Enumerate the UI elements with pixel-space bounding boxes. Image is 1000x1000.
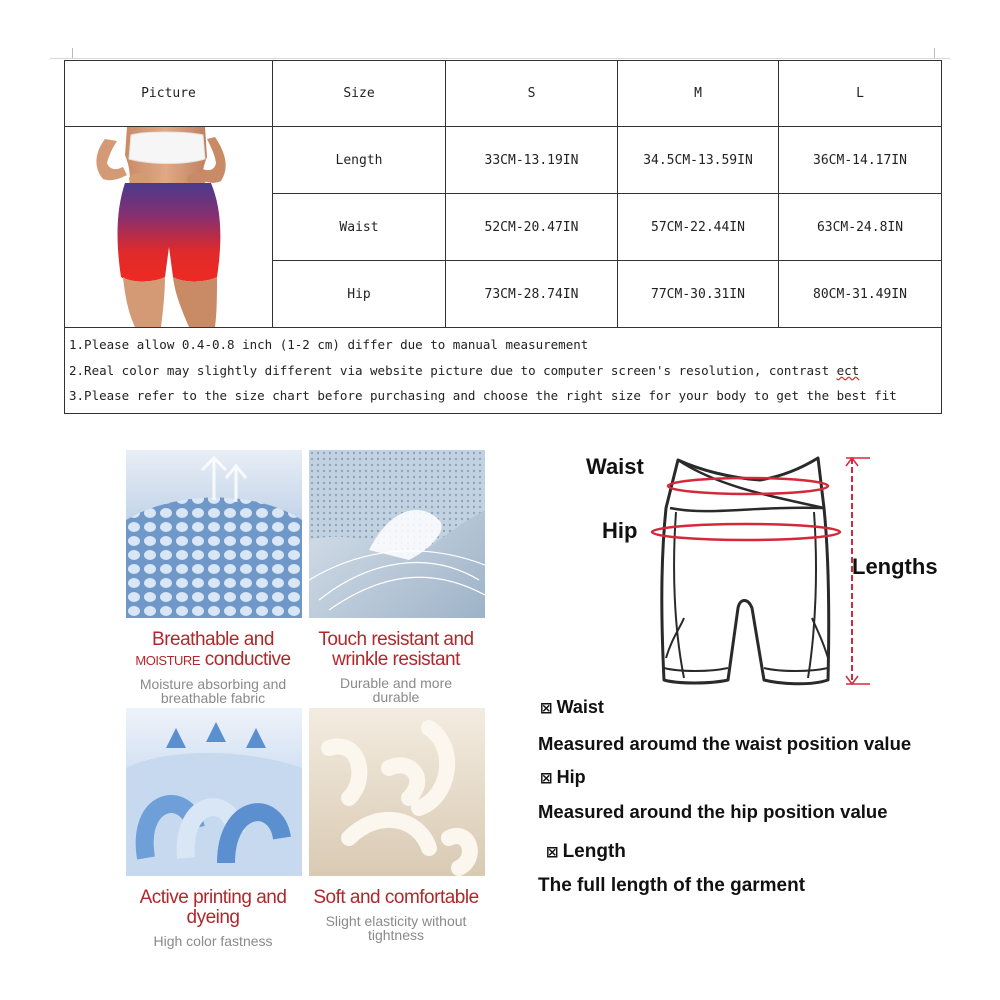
measure-heading-text: Length	[562, 841, 626, 862]
note-2	[69, 358, 937, 384]
feature-sub-touch	[306, 676, 486, 704]
feature-title-soft	[306, 888, 486, 908]
feature-sub-line1: Slight elasticity without	[325, 913, 467, 929]
checkbox-icon: ⊠	[546, 843, 559, 861]
feature-title-line1: Active printing and	[139, 887, 287, 908]
feature-title-line1: Breathable and	[152, 629, 274, 650]
notes-cell	[65, 328, 942, 414]
measure-heading-text: Hip	[556, 767, 586, 787]
stretch-fabric-image	[309, 450, 485, 618]
header-size: Size	[273, 61, 446, 127]
feature-active-printing	[123, 708, 303, 948]
cell-hip-l: 80CM-31.49IN	[779, 261, 942, 328]
feature-sub-breathable	[123, 677, 303, 705]
measure-heading-text: Waist	[556, 697, 604, 717]
diagram-label-hip: Hip	[602, 518, 638, 543]
feature-sub-line1: Moisture absorbing and	[139, 676, 287, 692]
mesh-fabric-image	[126, 450, 302, 618]
measure-desc-waist: Measured aroumd the waist position value	[538, 733, 912, 754]
feature-sub-soft	[306, 914, 486, 942]
header-picture: Picture	[65, 61, 273, 127]
feature-title-touch	[306, 630, 486, 670]
feature-title-line2: dyeing	[186, 907, 240, 928]
checkbox-icon: ⊠	[540, 699, 553, 717]
feature-title-line1: Touch resistant and	[318, 629, 474, 650]
cell-waist-s: 52CM-20.47IN	[446, 194, 618, 261]
feature-title-active	[123, 888, 303, 928]
feature-title-line2-text: conductive	[200, 649, 291, 670]
measure-heading-hip	[540, 767, 586, 788]
cell-length-l: 36CM-14.17IN	[779, 127, 942, 194]
measure-desc-hip: Measured around the hip position value	[538, 801, 888, 822]
feature-title-breathable	[123, 630, 303, 671]
feature-title-line2	[123, 650, 303, 671]
checkbox-icon: ⊠	[540, 769, 553, 787]
feature-title-small: MOISTURE	[135, 653, 200, 668]
corner-tick-left	[72, 48, 73, 58]
header-size-s: S	[446, 61, 618, 127]
feature-breathable	[123, 450, 303, 705]
row-label-waist: Waist	[273, 194, 446, 261]
cell-hip-s: 73CM-28.74IN	[446, 261, 618, 328]
row-label-length: Length	[273, 127, 446, 194]
cell-waist-l: 63CM-24.8IN	[779, 194, 942, 261]
cell-length-s: 33CM-13.19IN	[446, 127, 618, 194]
measure-heading-waist	[540, 697, 604, 718]
table-header-row	[65, 61, 942, 127]
feature-title-line1: Soft and comfortable	[313, 887, 479, 908]
cell-waist-m: 57CM-22.44IN	[618, 194, 779, 261]
feature-soft	[306, 708, 486, 942]
feature-touch-resistant	[306, 450, 486, 704]
measure-heading-length	[546, 841, 626, 863]
corner-tick-right	[934, 48, 935, 58]
note-3: 3.Please refer to the size chart before purchasing and choose the right size for your body to get the best fit	[69, 388, 897, 403]
note-1: 1.Please allow 0.4-0.8 inch (1-2 cm) differ due to manual measurement	[69, 337, 589, 352]
feature-sub-line1: Durable and more	[339, 675, 453, 691]
header-size-l: L	[779, 61, 942, 127]
cell-length-m: 34.5CM-13.59IN	[618, 127, 779, 194]
top-rule	[50, 58, 950, 59]
measurement-diagram	[580, 448, 950, 698]
diagram-label-lengths: Lengths	[852, 554, 938, 579]
table-row-length	[65, 127, 942, 194]
diagram-label-waist: Waist	[586, 454, 644, 479]
feature-sub-line1: High color fastness	[153, 933, 273, 949]
feature-sub-line2: durable	[372, 689, 420, 705]
header-size-m: M	[618, 61, 779, 127]
model-photo	[65, 127, 271, 327]
soft-fibers-image	[309, 708, 485, 876]
fiber-loops-image	[126, 708, 302, 876]
cell-hip-m: 77CM-30.31IN	[618, 261, 779, 328]
feature-sub-active	[123, 934, 303, 948]
note-2-tail: ect	[836, 362, 860, 378]
feature-title-line2: wrinkle resistant	[332, 649, 460, 670]
measure-desc-length: The full length of the garment	[538, 875, 806, 896]
table-notes-row	[65, 328, 942, 414]
feature-sub-line2: breathable fabric	[160, 690, 266, 706]
product-picture-cell	[65, 127, 273, 328]
note-2-text: 2.Real color may slightly different via website picture due to computer screen's resolution, contrast	[69, 362, 837, 378]
row-label-hip: Hip	[273, 261, 446, 328]
size-chart-table	[64, 60, 942, 414]
feature-sub-line2: tightness	[367, 927, 425, 943]
